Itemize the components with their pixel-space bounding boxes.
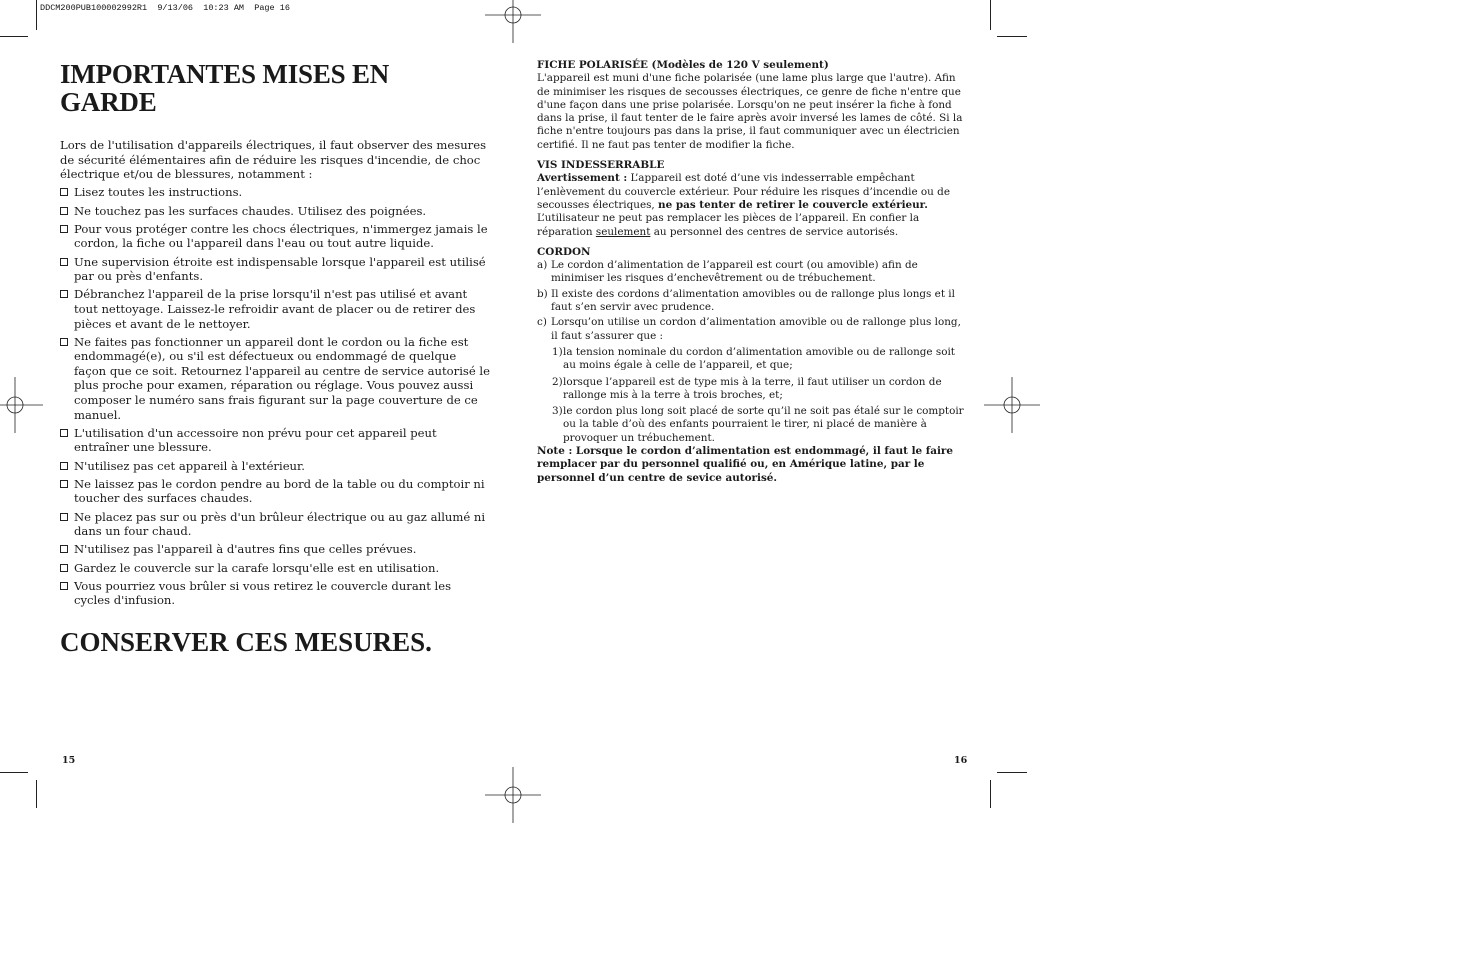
page-15 xyxy=(60,60,490,656)
safety-item xyxy=(60,335,490,423)
tamper-screw-text xyxy=(537,172,967,238)
tamper-screw-section xyxy=(537,159,967,239)
cord-note: Note : Lorsque le cordon d’alimentation est endommagé, il faut le faire remplacer par du personnel qualifié ou, en Amérique latine, par le personnel d’un centre de sevice autorisé. xyxy=(537,445,954,484)
registration-mark-left xyxy=(0,377,43,433)
checkbox-icon xyxy=(60,290,68,298)
checkbox-icon xyxy=(60,513,68,521)
page-title: IMPORTANTES MISES EN GARDE xyxy=(60,59,390,117)
cord-item xyxy=(537,316,967,343)
cord-item-label: a) xyxy=(537,259,548,272)
safety-item xyxy=(60,542,490,557)
safety-item-text: Ne touchez pas les surfaces chaudes. Utilisez des poignées. xyxy=(74,203,427,218)
screw-text-3: au personnel des centres de service autorisés. xyxy=(650,225,899,238)
checkbox-icon xyxy=(60,582,68,590)
intro-paragraph: Lors de l'utilisation d'appareils électriques, il faut observer des mesures de sécurité élémentaires afin de réduire les risques d'incendie, de choc électrique et/ou de blessures, notamment : xyxy=(60,138,487,182)
registration-mark-right xyxy=(984,377,1040,433)
safety-item-text: Ne placez pas sur ou près d'un brûleur électrique ou au gaz allumé ni dans un four chaud. xyxy=(74,509,486,539)
crop-mark xyxy=(990,0,991,30)
polarized-plug-heading: FICHE POLARISÉE (Modèles de 120 V seulement) xyxy=(537,59,829,71)
tamper-screw-heading: VIS INDESSERRABLE xyxy=(537,159,665,172)
checkbox-icon xyxy=(60,564,68,572)
crop-mark xyxy=(997,772,1027,773)
cord-sub-item-label: 3) xyxy=(552,405,563,418)
cord-heading: CORDON xyxy=(537,245,591,258)
page-number-right: 16 xyxy=(954,755,968,766)
crop-mark xyxy=(0,36,28,37)
crop-mark xyxy=(0,772,28,773)
safety-item xyxy=(60,510,490,539)
cord-sub-item xyxy=(537,405,967,445)
safety-item xyxy=(60,477,490,506)
safety-item-text: N'utilisez pas cet appareil à l'extérieur. xyxy=(74,458,305,473)
page-number-left: 15 xyxy=(62,755,76,766)
safety-item xyxy=(60,426,490,455)
cord-item-text: Le cordon d’alimentation de l’appareil est court (ou amovible) afin de minimiser les risques d’enchevêtrement ou de trébuchement. xyxy=(551,259,918,285)
screw-text-1: L’appareil est doté d’une vis indesserrable empêchant l’enlèvement du couvercle extérieur. Pour réduire les risques d’incendie ou de secousses électriques, xyxy=(537,172,950,211)
safety-item-text: Débranchez l'appareil de la prise lorsqu'il n'est pas utilisé et avant tout nettoyage. Laissez-le refroidir avant de placer ou de retirer des pièces et avant de le nettoyer. xyxy=(74,287,476,331)
checkbox-icon xyxy=(60,545,68,553)
safety-item xyxy=(60,459,490,474)
checkbox-icon xyxy=(60,207,68,215)
print-slug: DDCM200PUB100002992R1 9/13/06 10:23 AM Page 16 xyxy=(40,3,290,13)
cord-item xyxy=(537,259,967,286)
safety-item-text: Une supervision étroite est indispensable lorsque l'appareil est utilisé par ou près d'enfants. xyxy=(74,254,486,284)
cord-sub-list xyxy=(537,346,967,445)
safety-item-text: Ne laissez pas le cordon pendre au bord de la table ou du comptoir ni toucher des surfaces chaudes. xyxy=(74,476,485,506)
cord-sub-item-text: le cordon plus long soit placé de sorte qu’il ne soit pas étalé sur le comptoir ou la table d’où des enfants pourraient le tirer, ni placé de manière à provoquer un trébuchement. xyxy=(563,405,964,444)
cord-sub-item xyxy=(537,376,967,403)
safety-item-text: Vous pourriez vous brûler si vous retirez le couvercle durant les cycles d'infusion. xyxy=(74,578,452,608)
crop-mark xyxy=(990,780,991,808)
checkbox-icon xyxy=(60,338,68,346)
cord-item-label: b) xyxy=(537,287,548,300)
safety-item xyxy=(60,561,490,576)
safety-item-text: Lisez toutes les instructions. xyxy=(74,185,243,200)
checkbox-icon xyxy=(60,258,68,266)
safety-list xyxy=(60,185,490,608)
checkbox-icon xyxy=(60,225,68,233)
crop-mark xyxy=(36,0,37,30)
safety-item-text: Gardez le couvercle sur la carafe lorsqu'elle est en utilisation. xyxy=(74,560,440,575)
checkbox-icon xyxy=(60,429,68,437)
safety-item xyxy=(60,255,490,284)
screw-underlined-word: seulement xyxy=(595,225,651,238)
checkbox-icon xyxy=(60,480,68,488)
warning-label: Avertissement : xyxy=(537,172,628,185)
save-instructions-heading: CONSERVER CES MESURES. xyxy=(60,626,432,657)
cord-sub-item-label: 2) xyxy=(552,375,563,388)
registration-mark-top xyxy=(485,0,541,43)
safety-item xyxy=(60,579,490,608)
checkbox-icon xyxy=(60,188,68,196)
safety-item-text: Pour vous protéger contre les chocs électriques, n'immergez jamais le cordon, la fiche ou l'appareil dans l'eau ou tout autre liquide. xyxy=(74,221,488,251)
safety-item xyxy=(60,287,490,331)
cord-item-label: c) xyxy=(537,316,547,329)
registration-mark-bottom xyxy=(485,767,541,823)
cord-sub-item-text: la tension nominale du cordon d’alimentation amovible ou de rallonge soit au moins égale à celle de l’appareil, et que; xyxy=(563,345,955,372)
checkbox-icon xyxy=(60,462,68,470)
safety-item-text: N'utilisez pas l'appareil à d'autres fins que celles prévues. xyxy=(74,542,417,557)
cord-item xyxy=(537,288,967,315)
safety-item xyxy=(60,204,490,219)
cord-section xyxy=(537,246,967,485)
crop-mark xyxy=(36,780,37,808)
cord-list xyxy=(537,259,967,343)
polarized-plug-section xyxy=(537,59,967,152)
screw-bold-text: ne pas tenter de retirer le couvercle extérieur. xyxy=(658,198,928,211)
safety-item xyxy=(60,222,490,251)
page-16 xyxy=(537,59,967,485)
safety-item-text: Ne faites pas fonctionner un appareil dont le cordon ou la fiche est endommagé(e), ou s'il est défectueux ou endommagé de quelque façon que ce soit. Retournez l'appareil au centre de service autorisé le plus proche pour examen, réparation ou réglage. Vous pouvez aussi composer le numéro sans frais figurant sur la page couverture de ce manuel. xyxy=(74,334,490,422)
cord-sub-item xyxy=(537,346,967,373)
cord-item-text: Lorsqu’on utilise un cordon d’alimentation amovible ou de rallonge plus long, il faut s’assurer que : xyxy=(551,316,961,342)
screw-text-2: L’utilisateur ne peut pas remplacer les pièces de l’appareil. En confier la réparation xyxy=(537,212,920,238)
cord-sub-item-label: 1) xyxy=(552,345,563,358)
crop-mark xyxy=(997,36,1027,37)
polarized-plug-text: L'appareil est muni d'une fiche polarisée (une lame plus large que l'autre). Afin de minimiser les risques de secousses électriques, ce genre de fiche n'entre que d'une façon dans une prise polarisée. Lorsqu'on ne peut insérer la fiche à fond dans la prise, il faut tenter de le faire après avoir inversé les lames de côté. Si la fiche n'entre toujours pas dans la prise, il faut communiquer avec un électricien certifié. Il ne faut pas tenter de modifier la fiche. xyxy=(537,72,963,151)
safety-item xyxy=(60,185,490,200)
safety-item-text: L'utilisation d'un accessoire non prévu pour cet appareil peut entraîner une blessure. xyxy=(74,425,437,455)
cord-item-text: Il existe des cordons d’alimentation amovibles ou de rallonge plus longs et il faut s’en servir avec prudence. xyxy=(551,287,955,314)
cord-sub-item-text: lorsque l’appareil est de type mis à la terre, il faut utiliser un cordon de rallonge mis à la terre à trois broches, et; xyxy=(563,375,942,401)
